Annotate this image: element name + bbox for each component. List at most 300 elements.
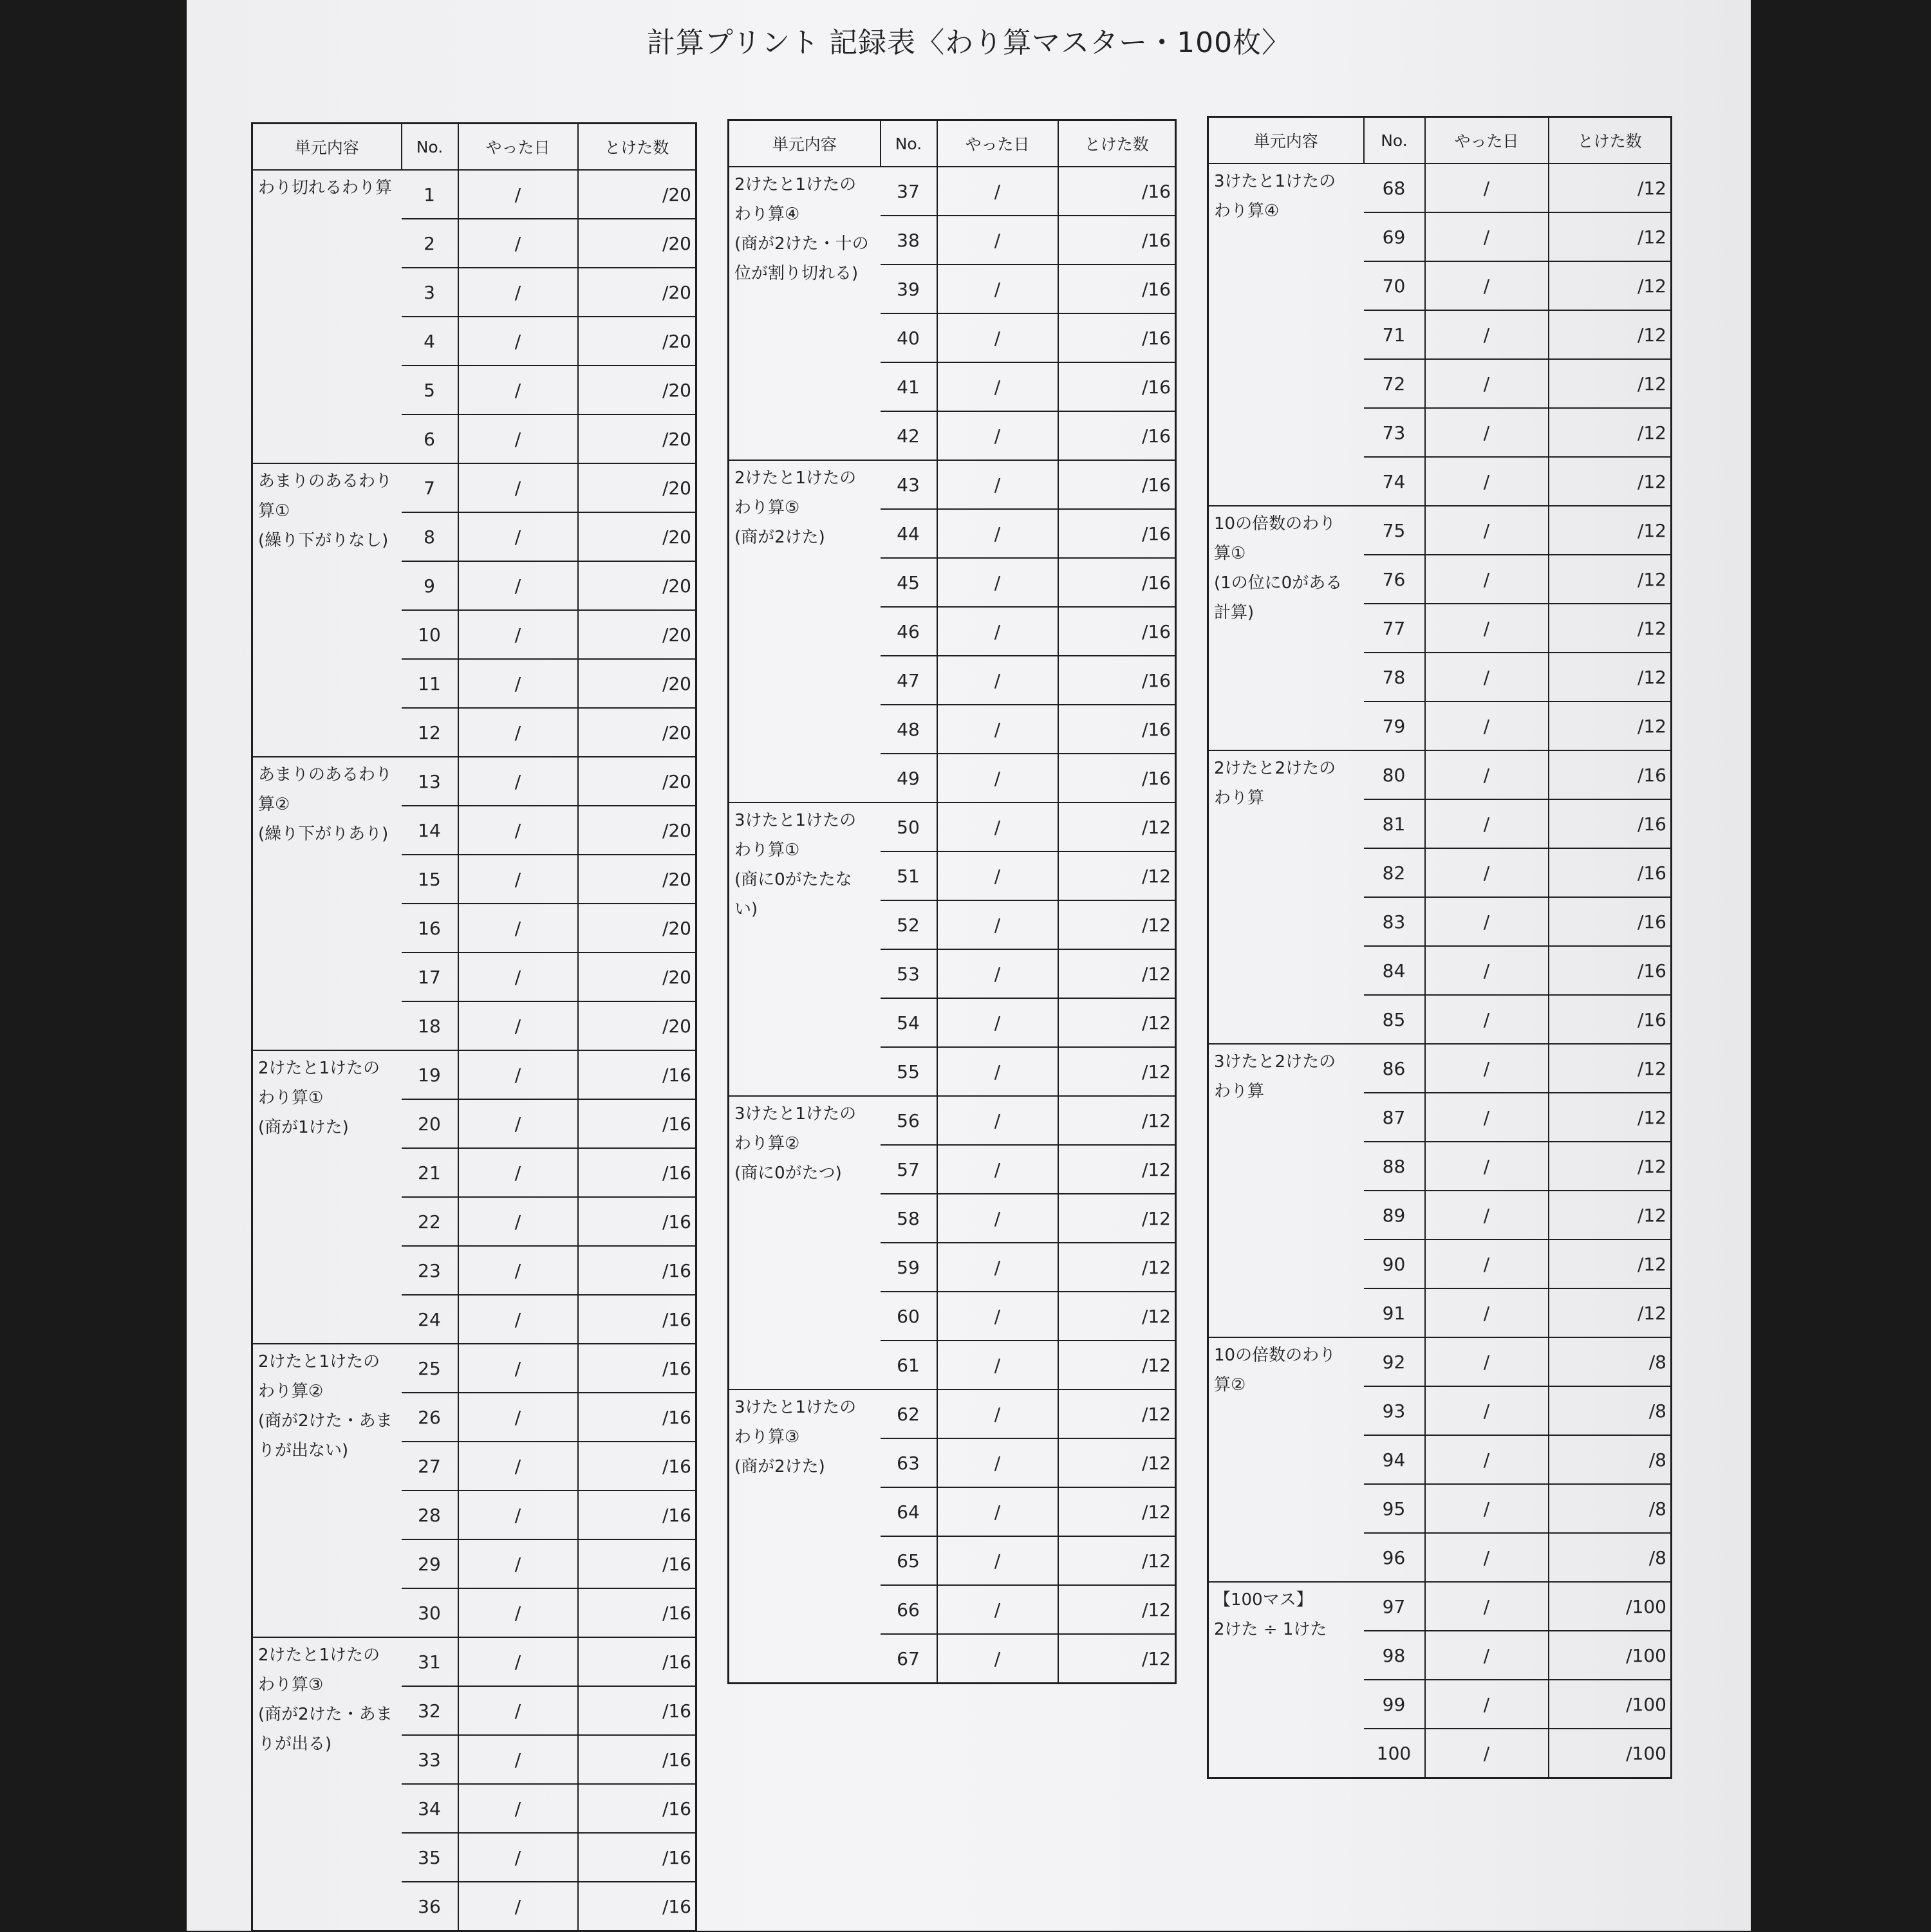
- date-cell[interactable]: /: [937, 216, 1058, 265]
- unit-label-line: わり算④: [1214, 201, 1280, 221]
- date-cell[interactable]: /: [458, 317, 578, 366]
- score-cell[interactable]: /100: [1549, 1582, 1672, 1631]
- score-cell[interactable]: /12: [1058, 1292, 1176, 1341]
- print-number: 1: [402, 170, 458, 219]
- print-number: 32: [402, 1686, 458, 1735]
- date-cell[interactable]: /: [937, 949, 1058, 998]
- date-cell[interactable]: /: [937, 1389, 1058, 1438]
- unit-label-line: りが出ない): [258, 1441, 349, 1460]
- date-cell[interactable]: /: [1425, 1337, 1549, 1386]
- score-cell[interactable]: /16: [578, 1882, 696, 1931]
- date-cell[interactable]: /: [1425, 946, 1549, 995]
- date-cell[interactable]: /: [458, 952, 578, 1001]
- score-cell[interactable]: /16: [1058, 656, 1176, 705]
- print-number: 73: [1364, 408, 1425, 457]
- date-cell[interactable]: /: [1425, 310, 1549, 359]
- print-number: 88: [1364, 1142, 1425, 1191]
- score-cell[interactable]: /12: [1058, 1438, 1176, 1487]
- print-number: 12: [402, 708, 458, 757]
- header-unit: 単元内容: [252, 124, 402, 171]
- score-cell[interactable]: /20: [578, 855, 696, 904]
- date-cell[interactable]: /: [1425, 1386, 1549, 1435]
- header-score: とけた数: [1549, 117, 1672, 164]
- print-number: 69: [1364, 212, 1425, 261]
- date-cell[interactable]: /: [1425, 457, 1549, 506]
- score-cell[interactable]: /12: [1549, 163, 1672, 212]
- date-cell[interactable]: /: [937, 362, 1058, 411]
- score-cell[interactable]: /16: [578, 1735, 696, 1784]
- score-cell[interactable]: /12: [1058, 803, 1176, 851]
- unit-label-line: (商に0がたつ): [734, 1164, 842, 1183]
- score-cell[interactable]: /20: [578, 268, 696, 317]
- date-cell[interactable]: /: [937, 1194, 1058, 1243]
- score-cell[interactable]: /16: [1058, 167, 1176, 216]
- score-cell[interactable]: /20: [578, 317, 696, 366]
- score-cell[interactable]: /12: [1549, 1191, 1672, 1240]
- date-cell[interactable]: /: [458, 1246, 578, 1295]
- date-cell[interactable]: /: [458, 1686, 578, 1735]
- table-row: [252, 1050, 696, 1099]
- score-cell[interactable]: /16: [578, 1588, 696, 1637]
- print-number: 18: [402, 1001, 458, 1050]
- print-number: 62: [881, 1389, 937, 1438]
- score-cell[interactable]: /12: [1058, 1145, 1176, 1194]
- table-row: [252, 1344, 696, 1393]
- score-cell[interactable]: /12: [1549, 261, 1672, 310]
- score-cell[interactable]: /20: [578, 952, 696, 1001]
- date-cell[interactable]: /: [1425, 1729, 1549, 1778]
- print-number: 36: [402, 1882, 458, 1931]
- score-cell[interactable]: /12: [1549, 506, 1672, 555]
- score-cell[interactable]: /12: [1058, 1536, 1176, 1585]
- print-number: 97: [1364, 1582, 1425, 1631]
- score-cell[interactable]: /16: [1549, 799, 1672, 848]
- score-cell[interactable]: /20: [578, 170, 696, 219]
- score-cell[interactable]: /16: [578, 1833, 696, 1882]
- score-cell[interactable]: /16: [578, 1344, 696, 1393]
- date-cell[interactable]: /: [458, 659, 578, 708]
- score-cell[interactable]: /12: [1549, 1044, 1672, 1093]
- date-cell[interactable]: /: [458, 610, 578, 659]
- score-cell[interactable]: /16: [1549, 946, 1672, 995]
- date-cell[interactable]: /: [1425, 1435, 1549, 1484]
- unit-label-line: 2けたと1けたの: [258, 1059, 380, 1078]
- unit-label-line: (商が2けた): [734, 1457, 825, 1476]
- print-number: 61: [881, 1341, 937, 1389]
- header-unit: 単元内容: [1208, 117, 1364, 164]
- score-cell[interactable]: /8: [1549, 1484, 1672, 1533]
- date-cell[interactable]: /: [1425, 1240, 1549, 1288]
- date-cell[interactable]: /: [458, 1833, 578, 1882]
- print-number: 71: [1364, 310, 1425, 359]
- date-cell[interactable]: /: [458, 1882, 578, 1931]
- date-cell[interactable]: /: [1425, 653, 1549, 701]
- date-cell[interactable]: /: [937, 1438, 1058, 1487]
- date-cell[interactable]: /: [458, 170, 578, 219]
- date-cell[interactable]: /: [458, 1099, 578, 1148]
- date-cell[interactable]: /: [937, 998, 1058, 1047]
- score-cell[interactable]: /16: [1549, 995, 1672, 1044]
- score-cell[interactable]: /20: [578, 610, 696, 659]
- date-cell[interactable]: /: [458, 1491, 578, 1539]
- unit-label-line: 3けたと1けたの: [1214, 172, 1336, 191]
- score-cell[interactable]: /16: [578, 1637, 696, 1686]
- score-cell[interactable]: /20: [578, 561, 696, 610]
- date-cell[interactable]: /: [1425, 701, 1549, 750]
- date-cell[interactable]: /: [937, 411, 1058, 460]
- print-number: 42: [881, 411, 937, 460]
- date-cell[interactable]: /: [1425, 408, 1549, 457]
- unit-label-line: 3けたと1けたの: [734, 811, 857, 830]
- date-cell[interactable]: /: [1425, 995, 1549, 1044]
- score-cell[interactable]: /12: [1549, 653, 1672, 701]
- score-cell[interactable]: /12: [1549, 555, 1672, 604]
- print-number: 52: [881, 900, 937, 949]
- print-number: 47: [881, 656, 937, 705]
- date-cell[interactable]: /: [937, 509, 1058, 558]
- unit-label-line: 10の倍数のわり: [1214, 514, 1336, 534]
- date-cell[interactable]: /: [458, 904, 578, 952]
- score-cell[interactable]: /8: [1549, 1533, 1672, 1582]
- date-cell[interactable]: /: [937, 754, 1058, 803]
- print-number: 78: [1364, 653, 1425, 701]
- unit-label: [1208, 1337, 1364, 1582]
- score-cell[interactable]: /16: [1058, 216, 1176, 265]
- score-cell[interactable]: /20: [578, 757, 696, 806]
- date-cell[interactable]: /: [937, 656, 1058, 705]
- date-cell[interactable]: /: [458, 219, 578, 268]
- score-cell[interactable]: /16: [578, 1442, 696, 1491]
- date-cell[interactable]: /: [1425, 1631, 1549, 1680]
- unit-label: [729, 460, 881, 803]
- table-row: [1208, 506, 1672, 555]
- print-number: 68: [1364, 163, 1425, 212]
- score-cell[interactable]: /12: [1058, 1341, 1176, 1389]
- date-cell[interactable]: /: [1425, 1582, 1549, 1631]
- unit-label-line: わり切れるわり算: [258, 178, 393, 198]
- date-cell[interactable]: /: [458, 1784, 578, 1833]
- print-number: 95: [1364, 1484, 1425, 1533]
- date-cell[interactable]: /: [937, 803, 1058, 851]
- print-number: 5: [402, 366, 458, 414]
- score-cell[interactable]: /12: [1058, 1243, 1176, 1292]
- score-cell[interactable]: /12: [1549, 408, 1672, 457]
- score-cell[interactable]: /16: [578, 1393, 696, 1442]
- print-number: 21: [402, 1148, 458, 1197]
- print-number: 43: [881, 460, 937, 509]
- date-cell[interactable]: /: [1425, 1288, 1549, 1337]
- score-cell[interactable]: /12: [1549, 1288, 1672, 1337]
- date-cell[interactable]: /: [937, 1096, 1058, 1145]
- date-cell[interactable]: /: [937, 1585, 1058, 1634]
- date-cell[interactable]: /: [458, 1148, 578, 1197]
- unit-label-line: 2けたと1けたの: [258, 1646, 380, 1665]
- score-cell[interactable]: /12: [1058, 1389, 1176, 1438]
- score-cell[interactable]: /16: [1058, 607, 1176, 656]
- table-row: [252, 757, 696, 806]
- date-cell[interactable]: /: [937, 558, 1058, 607]
- score-cell[interactable]: /16: [1549, 897, 1672, 946]
- score-cell[interactable]: /16: [578, 1686, 696, 1735]
- date-cell[interactable]: /: [1425, 1191, 1549, 1240]
- unit-label-line: (繰り下がりあり): [258, 824, 389, 844]
- print-number: 50: [881, 803, 937, 851]
- score-cell[interactable]: /16: [1549, 750, 1672, 799]
- score-cell[interactable]: /16: [1058, 460, 1176, 509]
- date-cell[interactable]: /: [458, 1735, 578, 1784]
- score-cell[interactable]: /16: [1058, 558, 1176, 607]
- unit-label: [1208, 1582, 1364, 1778]
- print-number: 26: [402, 1393, 458, 1442]
- score-cell[interactable]: /16: [578, 1491, 696, 1539]
- score-cell[interactable]: /16: [578, 1295, 696, 1344]
- unit-label-line: 位が割り切れる): [734, 264, 859, 283]
- date-cell[interactable]: /: [458, 1442, 578, 1491]
- date-cell[interactable]: /: [458, 1344, 578, 1393]
- date-cell[interactable]: /: [937, 460, 1058, 509]
- print-number: 59: [881, 1243, 937, 1292]
- print-number: 41: [881, 362, 937, 411]
- score-cell[interactable]: /8: [1549, 1386, 1672, 1435]
- print-number: 28: [402, 1491, 458, 1539]
- table-row: [729, 460, 1176, 509]
- score-cell[interactable]: /16: [578, 1099, 696, 1148]
- unit-label: [729, 1389, 881, 1684]
- score-cell[interactable]: /100: [1549, 1729, 1672, 1778]
- date-cell[interactable]: /: [937, 1145, 1058, 1194]
- score-cell[interactable]: /12: [1058, 1194, 1176, 1243]
- date-cell[interactable]: /: [937, 1634, 1058, 1684]
- date-cell[interactable]: /: [458, 366, 578, 414]
- date-cell[interactable]: /: [937, 900, 1058, 949]
- score-cell[interactable]: /12: [1549, 1093, 1672, 1142]
- score-cell[interactable]: /20: [578, 659, 696, 708]
- date-cell[interactable]: /: [458, 757, 578, 806]
- unit-label: [252, 170, 402, 463]
- date-cell[interactable]: /: [458, 1050, 578, 1099]
- print-number: 99: [1364, 1680, 1425, 1729]
- print-number: 49: [881, 754, 937, 803]
- score-cell[interactable]: /16: [578, 1539, 696, 1588]
- score-cell[interactable]: /12: [1058, 949, 1176, 998]
- record-table-3: [1207, 116, 1672, 1779]
- date-cell[interactable]: /: [1425, 359, 1549, 408]
- date-cell[interactable]: /: [458, 512, 578, 561]
- unit-label-line: わり算②: [258, 1382, 324, 1401]
- date-cell[interactable]: /: [458, 855, 578, 904]
- score-cell[interactable]: /16: [578, 1197, 696, 1246]
- score-cell[interactable]: /12: [1549, 701, 1672, 750]
- date-cell[interactable]: /: [937, 1047, 1058, 1096]
- date-cell[interactable]: /: [1425, 604, 1549, 653]
- date-cell[interactable]: /: [1425, 1533, 1549, 1582]
- print-number: 9: [402, 561, 458, 610]
- print-number: 6: [402, 414, 458, 463]
- unit-label-line: わり算③: [258, 1675, 324, 1695]
- score-cell[interactable]: /12: [1549, 310, 1672, 359]
- score-cell[interactable]: /20: [578, 512, 696, 561]
- unit-label: [729, 167, 881, 460]
- date-cell[interactable]: /: [937, 167, 1058, 216]
- print-number: 23: [402, 1246, 458, 1295]
- date-cell[interactable]: /: [458, 1539, 578, 1588]
- score-cell[interactable]: /16: [1058, 265, 1176, 313]
- score-cell[interactable]: /20: [578, 219, 696, 268]
- print-number: 34: [402, 1784, 458, 1833]
- date-cell[interactable]: /: [458, 806, 578, 855]
- unit-label: [1208, 1044, 1364, 1337]
- print-number: 37: [881, 167, 937, 216]
- date-cell[interactable]: /: [937, 705, 1058, 754]
- unit-label-line: りが出る): [258, 1734, 332, 1754]
- date-cell[interactable]: /: [1425, 1484, 1549, 1533]
- date-cell[interactable]: /: [458, 414, 578, 463]
- print-number: 10: [402, 610, 458, 659]
- score-cell[interactable]: /12: [1058, 1047, 1176, 1096]
- print-number: 57: [881, 1145, 937, 1194]
- unit-label-line: 3けたと1けたの: [734, 1398, 857, 1417]
- score-cell[interactable]: /8: [1549, 1435, 1672, 1484]
- print-number: 86: [1364, 1044, 1425, 1093]
- date-cell[interactable]: /: [1425, 897, 1549, 946]
- date-cell[interactable]: /: [937, 265, 1058, 313]
- record-table-1: [251, 122, 697, 1932]
- score-cell[interactable]: /16: [578, 1784, 696, 1833]
- score-cell[interactable]: /12: [1549, 1142, 1672, 1191]
- date-cell[interactable]: /: [458, 463, 578, 512]
- date-cell[interactable]: /: [937, 1292, 1058, 1341]
- score-cell[interactable]: /12: [1058, 900, 1176, 949]
- date-cell[interactable]: /: [937, 1536, 1058, 1585]
- score-cell[interactable]: /16: [1058, 362, 1176, 411]
- score-cell[interactable]: /20: [578, 366, 696, 414]
- print-number: 65: [881, 1536, 937, 1585]
- score-cell[interactable]: /16: [1058, 509, 1176, 558]
- unit-label-line: わり算①: [734, 841, 800, 860]
- date-cell[interactable]: /: [458, 1295, 578, 1344]
- date-cell[interactable]: /: [1425, 555, 1549, 604]
- score-cell[interactable]: /16: [1549, 848, 1672, 897]
- score-cell[interactable]: /12: [1058, 998, 1176, 1047]
- score-cell[interactable]: /20: [578, 414, 696, 463]
- score-cell[interactable]: /100: [1549, 1680, 1672, 1729]
- date-cell[interactable]: /: [937, 1341, 1058, 1389]
- print-number: 94: [1364, 1435, 1425, 1484]
- print-number: 7: [402, 463, 458, 512]
- date-cell[interactable]: /: [937, 1487, 1058, 1536]
- date-cell[interactable]: /: [1425, 799, 1549, 848]
- score-cell[interactable]: /16: [1058, 313, 1176, 362]
- score-cell[interactable]: /12: [1058, 1487, 1176, 1536]
- print-number: 13: [402, 757, 458, 806]
- score-cell[interactable]: /12: [1549, 359, 1672, 408]
- unit-label-line: あまりのあるわり: [258, 472, 393, 491]
- date-cell[interactable]: /: [458, 708, 578, 757]
- unit-label-line: 2けたと2けたの: [1214, 759, 1336, 778]
- score-cell[interactable]: /16: [1058, 754, 1176, 803]
- date-cell[interactable]: /: [937, 851, 1058, 900]
- print-number: 27: [402, 1442, 458, 1491]
- date-cell[interactable]: /: [1425, 1680, 1549, 1729]
- score-cell[interactable]: /16: [1058, 705, 1176, 754]
- date-cell[interactable]: /: [1425, 1044, 1549, 1093]
- print-number: 20: [402, 1099, 458, 1148]
- print-number: 19: [402, 1050, 458, 1099]
- print-number: 31: [402, 1637, 458, 1686]
- print-number: 60: [881, 1292, 937, 1341]
- score-cell[interactable]: /12: [1058, 1585, 1176, 1634]
- date-cell[interactable]: /: [458, 1393, 578, 1442]
- date-cell[interactable]: /: [937, 313, 1058, 362]
- date-cell[interactable]: /: [458, 561, 578, 610]
- unit-label-line: 算①: [1214, 544, 1246, 563]
- score-cell[interactable]: /12: [1549, 457, 1672, 506]
- table-row: [252, 1637, 696, 1686]
- score-cell[interactable]: /16: [578, 1148, 696, 1197]
- unit-label-line: 2けたと1けたの: [734, 469, 857, 488]
- date-cell[interactable]: /: [458, 1588, 578, 1637]
- table-row: [252, 463, 696, 512]
- unit-label-line: わり算: [1214, 788, 1265, 808]
- table-row: [1208, 163, 1672, 212]
- score-cell[interactable]: /12: [1549, 604, 1672, 653]
- unit-label-line: (繰り下がりなし): [258, 531, 389, 550]
- score-cell[interactable]: /20: [578, 708, 696, 757]
- score-cell[interactable]: /16: [578, 1246, 696, 1295]
- date-cell[interactable]: /: [1425, 848, 1549, 897]
- unit-label-line: 3けたと2けたの: [1214, 1052, 1336, 1072]
- print-number: 39: [881, 265, 937, 313]
- date-cell[interactable]: /: [1425, 506, 1549, 555]
- score-cell[interactable]: /12: [1549, 1240, 1672, 1288]
- score-cell[interactable]: /12: [1058, 1096, 1176, 1145]
- date-cell[interactable]: /: [458, 1637, 578, 1686]
- date-cell[interactable]: /: [1425, 261, 1549, 310]
- header-score: とけた数: [578, 124, 696, 171]
- score-cell[interactable]: /12: [1549, 212, 1672, 261]
- date-cell[interactable]: /: [1425, 750, 1549, 799]
- header-no: No.: [402, 124, 458, 171]
- date-cell[interactable]: /: [1425, 1093, 1549, 1142]
- date-cell[interactable]: /: [458, 1197, 578, 1246]
- date-cell[interactable]: /: [1425, 212, 1549, 261]
- score-cell[interactable]: /8: [1549, 1337, 1672, 1386]
- date-cell[interactable]: /: [458, 1001, 578, 1050]
- print-number: 96: [1364, 1533, 1425, 1582]
- print-number: 17: [402, 952, 458, 1001]
- table-row: [1208, 1582, 1672, 1631]
- print-number: 48: [881, 705, 937, 754]
- date-cell[interactable]: /: [1425, 163, 1549, 212]
- score-cell[interactable]: /20: [578, 1001, 696, 1050]
- score-cell[interactable]: /16: [1058, 411, 1176, 460]
- date-cell[interactable]: /: [458, 268, 578, 317]
- header-row: [1208, 117, 1672, 164]
- score-cell[interactable]: /20: [578, 463, 696, 512]
- score-cell[interactable]: /100: [1549, 1631, 1672, 1680]
- score-cell[interactable]: /20: [578, 904, 696, 952]
- score-cell[interactable]: /16: [578, 1050, 696, 1099]
- unit-label-line: い): [734, 900, 758, 919]
- date-cell[interactable]: /: [1425, 1142, 1549, 1191]
- date-cell[interactable]: /: [937, 607, 1058, 656]
- print-number: 74: [1364, 457, 1425, 506]
- score-cell[interactable]: /20: [578, 806, 696, 855]
- score-cell[interactable]: /12: [1058, 851, 1176, 900]
- print-number: 85: [1364, 995, 1425, 1044]
- date-cell[interactable]: /: [937, 1243, 1058, 1292]
- score-cell[interactable]: /12: [1058, 1634, 1176, 1684]
